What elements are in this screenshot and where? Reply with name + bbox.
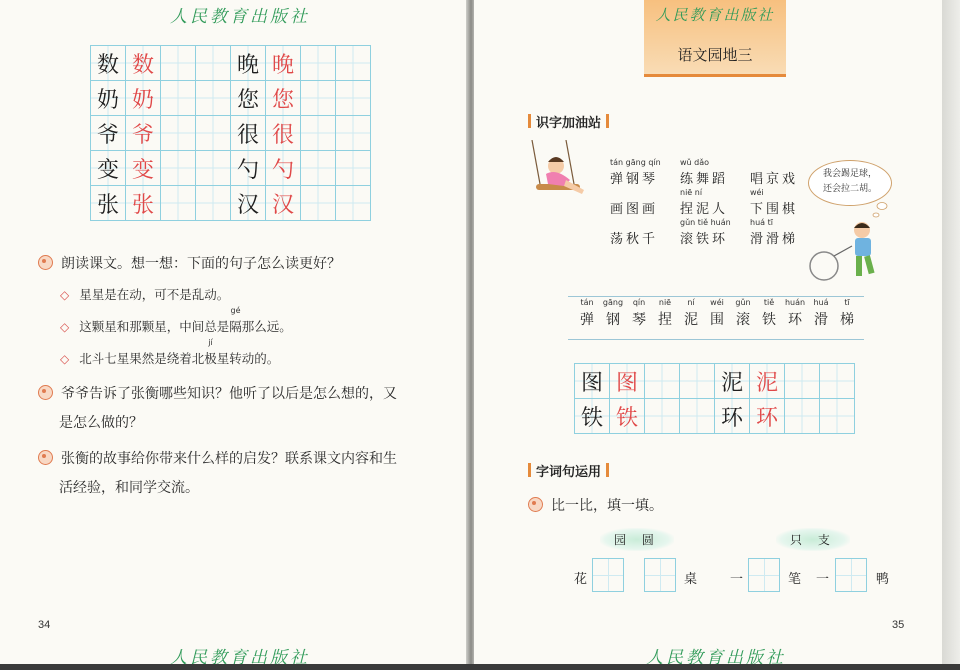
empty-writing-cell[interactable]: [820, 399, 855, 434]
choice-zhi: 只 支: [776, 528, 850, 551]
choice-yuan: 园 圆: [600, 528, 674, 551]
model-character-cell: 奶: [126, 81, 161, 116]
character-cell: 爷: [91, 116, 126, 151]
word-pinyin: [610, 188, 658, 198]
empty-writing-cell[interactable]: [336, 116, 371, 151]
word-pinyin: wéi: [750, 188, 764, 197]
word-text: 捏泥人: [680, 202, 729, 217]
empty-writing-cell[interactable]: [196, 186, 231, 221]
sentence-1: ◇ 星星是在动，可不是乱动。: [60, 287, 230, 302]
model-character-cell: 图: [610, 364, 645, 399]
grid-row: [91, 151, 371, 186]
new-character: [730, 297, 756, 329]
empty-writing-cell[interactable]: [785, 399, 820, 434]
character-cell: 环: [715, 399, 750, 434]
new-character-glyph: 泥: [684, 312, 698, 328]
empty-writing-cell[interactable]: [301, 81, 336, 116]
empty-writing-cell[interactable]: [196, 81, 231, 116]
character-cell: 数: [91, 46, 126, 81]
empty-writing-cell[interactable]: [161, 46, 196, 81]
empty-writing-cell[interactable]: [161, 186, 196, 221]
empty-writing-cell[interactable]: [645, 364, 680, 399]
publisher-logo: 人民教育出版社: [655, 6, 775, 24]
character-cell: 泥: [715, 364, 750, 399]
character-cell: 很: [231, 116, 266, 151]
new-character: [782, 297, 808, 329]
new-character-pinyin: huán: [784, 298, 806, 307]
word-text: 画图画: [610, 202, 659, 217]
empty-writing-cell[interactable]: [301, 186, 336, 221]
answer-box[interactable]: [748, 558, 780, 592]
new-character-pinyin: tī: [844, 298, 850, 307]
new-character: [834, 297, 860, 329]
new-character-glyph: 围: [710, 312, 724, 328]
word-pinyin: wǔ dǎo: [680, 158, 710, 167]
page-number: 35: [892, 619, 905, 631]
new-character-pinyin: gǔn: [735, 298, 751, 307]
character-cell: 晚: [231, 46, 266, 81]
question-bullet-icon: [38, 385, 53, 400]
model-character-cell: 变: [126, 151, 161, 186]
empty-writing-cell[interactable]: [680, 364, 715, 399]
question-2: 爷爷告诉了张衡哪些知识？他听了以后是怎么想的，又 是怎么做的？: [38, 380, 397, 438]
word-group: [610, 158, 661, 187]
fill-text: 笔: [788, 572, 802, 587]
word-group: [750, 218, 798, 247]
word-group: [680, 158, 728, 187]
answer-box[interactable]: [835, 558, 867, 592]
character-cell: 张: [91, 186, 126, 221]
answer-box[interactable]: [592, 558, 624, 592]
new-character-glyph: 琴: [632, 312, 646, 328]
left-page: [0, 0, 468, 664]
empty-writing-cell[interactable]: [301, 46, 336, 81]
new-character-pinyin: tán: [580, 298, 594, 307]
grid-row: [91, 186, 371, 221]
word-pinyin: [610, 218, 658, 228]
word-text: 弹钢琴: [610, 172, 659, 187]
word-group: [610, 218, 658, 247]
publisher-logo: 人民教育出版社: [170, 7, 310, 27]
empty-writing-cell[interactable]: [196, 116, 231, 151]
empty-writing-cell[interactable]: [336, 151, 371, 186]
character-cell: 变: [91, 151, 126, 186]
model-character-cell: 晚: [266, 46, 301, 81]
grid-row: [91, 46, 371, 81]
new-character-pinyin: ní: [687, 298, 695, 307]
model-character-cell: 铁: [610, 399, 645, 434]
new-character-pinyin: tiě: [763, 298, 775, 307]
grid-row: [91, 81, 371, 116]
diamond-icon: ◇: [60, 352, 70, 366]
word-text: 唱京戏: [750, 172, 799, 187]
section-title: 语文园地三: [677, 46, 753, 64]
empty-writing-cell[interactable]: [161, 116, 196, 151]
new-character-glyph: 环: [788, 312, 802, 328]
publisher-logo-bottom: 人民教育出版社: [646, 648, 786, 664]
new-character-glyph: 捏: [658, 312, 672, 328]
empty-writing-cell[interactable]: [785, 364, 820, 399]
fill-text: 桌: [684, 572, 698, 587]
character-writing-grid: [574, 363, 855, 434]
publisher-logo-bottom: 人民教育出版社: [170, 648, 310, 664]
empty-writing-cell[interactable]: [196, 151, 231, 186]
exercise-instruction: 比一比，填一填。: [528, 492, 663, 521]
word-text: 滑滑梯: [750, 232, 799, 247]
empty-writing-cell[interactable]: [161, 151, 196, 186]
word-pinyin: huá tī: [750, 218, 773, 227]
bubble-tail-dots: [868, 200, 888, 220]
model-character-cell: 环: [750, 399, 785, 434]
new-character-glyph: 钢: [606, 312, 620, 328]
diamond-icon: ◇: [60, 288, 70, 302]
book-edge: [942, 0, 960, 664]
sentence-3: ◇ 北斗七星果然是绕着北 jí 极星转动的。: [60, 338, 280, 366]
boy-rolling-hoop-illustration: [808, 218, 888, 284]
viewer-bottom-bar: [0, 664, 960, 670]
model-character-cell: 爷: [126, 116, 161, 151]
empty-writing-cell[interactable]: [336, 46, 371, 81]
empty-writing-cell[interactable]: [301, 116, 336, 151]
grid-row: [575, 364, 855, 399]
model-character-cell: 很: [266, 116, 301, 151]
new-character: [600, 297, 626, 329]
word-group: [750, 188, 798, 217]
girl-on-swing-illustration: [526, 140, 592, 204]
character-cell: 您: [231, 81, 266, 116]
word-text: 荡秋千: [610, 232, 659, 247]
question-bullet-icon: [38, 450, 53, 465]
fill-text: 花: [574, 572, 588, 587]
question-1: [38, 250, 341, 279]
character-cell: 铁: [575, 399, 610, 434]
character-cell: 奶: [91, 81, 126, 116]
question-1-text: 朗读课文。想一想：下面的句子怎么读更好？: [61, 256, 341, 272]
character-cell: 图: [575, 364, 610, 399]
empty-writing-cell[interactable]: [680, 399, 715, 434]
ruby-ge: gé 隔: [229, 306, 242, 334]
part-heading-literacy: 识字加油站: [528, 112, 601, 131]
fill-text: 鸭: [876, 572, 890, 587]
new-character-pinyin: qín: [632, 298, 646, 307]
new-character: [626, 297, 652, 329]
empty-writing-cell[interactable]: [301, 151, 336, 186]
word-group: [610, 188, 658, 217]
empty-writing-cell[interactable]: [645, 399, 680, 434]
word-pinyin: [750, 158, 798, 168]
part-heading-usage: 字词句运用: [528, 461, 601, 480]
word-pinyin: tán gāng qín: [610, 158, 661, 167]
word-pinyin: niē ní: [680, 188, 703, 197]
word-text: 练舞蹈: [680, 172, 729, 187]
word-text: 滚铁环: [680, 232, 729, 247]
question-bullet-icon: [38, 255, 53, 270]
word-pinyin: gǔn tiě huán: [680, 218, 731, 227]
new-character: [756, 297, 782, 329]
new-character: [652, 297, 678, 329]
page-number: 34: [38, 619, 51, 631]
new-character-glyph: 滚: [736, 312, 750, 328]
model-character-cell: 数: [126, 46, 161, 81]
empty-writing-cell[interactable]: [336, 81, 371, 116]
new-character: [574, 297, 600, 329]
question-3: 张衡的故事给你带来什么样的启发？联系课文内容和生 活经验，和同学交流。: [38, 445, 397, 503]
character-practice-grid: [90, 45, 371, 221]
new-character-glyph: 梯: [840, 312, 854, 328]
new-character: [808, 297, 834, 329]
right-page: [474, 0, 942, 664]
section-banner: [644, 0, 786, 77]
new-character-glyph: 铁: [762, 312, 776, 328]
exercise-bullet-icon: [528, 497, 543, 512]
empty-writing-cell[interactable]: [161, 81, 196, 116]
word-group: [680, 218, 731, 247]
speech-bubble: 我会踢足球， 还会拉二胡。: [808, 160, 892, 206]
fill-text: 一: [730, 572, 744, 587]
new-character: [678, 297, 704, 329]
grid-row: [91, 116, 371, 151]
empty-writing-cell[interactable]: [196, 46, 231, 81]
diamond-icon: ◇: [60, 320, 70, 334]
model-character-cell: 勺: [266, 151, 301, 186]
new-character-glyph: 滑: [814, 312, 828, 328]
answer-box[interactable]: [644, 558, 676, 592]
word-text: 下围棋: [750, 202, 799, 217]
grid-row: [575, 399, 855, 434]
model-character-cell: 泥: [750, 364, 785, 399]
new-characters-strip: [568, 296, 864, 340]
model-character-cell: 张: [126, 186, 161, 221]
word-group: [750, 158, 798, 187]
model-character-cell: 汉: [266, 186, 301, 221]
empty-writing-cell[interactable]: [820, 364, 855, 399]
new-character-pinyin: niē: [658, 298, 672, 307]
new-character-pinyin: huá: [813, 298, 829, 307]
character-cell: 汉: [231, 186, 266, 221]
new-character-pinyin: gāng: [602, 298, 624, 307]
sentence-2: ◇ 这颗星和那颗星，中间总是 gé 隔那么远。: [60, 306, 292, 334]
new-character-pinyin: wéi: [710, 298, 724, 307]
ruby-ji: jí 极: [204, 338, 217, 366]
new-character-glyph: 弹: [580, 312, 594, 328]
fill-text: 一: [816, 572, 830, 587]
new-character: [704, 297, 730, 329]
word-group: [680, 188, 728, 217]
character-cell: 勺: [231, 151, 266, 186]
empty-writing-cell[interactable]: [336, 186, 371, 221]
model-character-cell: 您: [266, 81, 301, 116]
